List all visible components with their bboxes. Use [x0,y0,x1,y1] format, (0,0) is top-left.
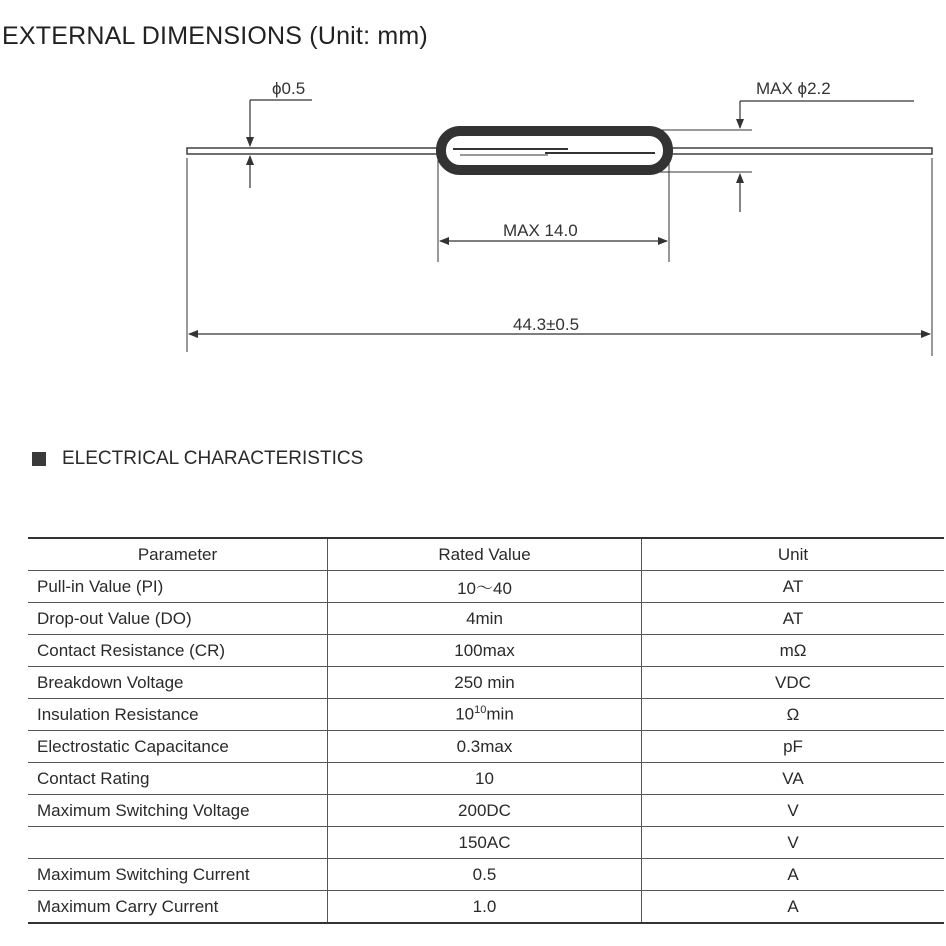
value-cell: 0.3max [328,731,642,763]
value-cell: 1.0 [328,891,642,924]
table-row [28,795,944,827]
overall-length-label: 44.3±0.5 [513,315,580,334]
unit-cell: VDC [642,667,945,699]
glass-body [441,131,668,170]
param-cell: Electrostatic Capacitance [28,731,328,763]
value-suffix: min [486,704,514,724]
value-cell: 200DC [328,795,642,827]
table-row [28,667,944,699]
value-base: 10 [455,704,475,724]
table-row [28,571,944,603]
body-length-label: MAX 14.0 [503,221,578,240]
param-cell: Contact Rating [28,763,328,795]
header-parameter: Parameter [28,538,328,571]
page-title: EXTERNAL DIMENSIONS (Unit: mm) [2,22,428,50]
param-cell: Insulation Resistance [28,699,328,731]
param-cell: Contact Resistance (CR) [28,635,328,667]
unit-cell: A [642,891,945,924]
value-cell: 4min [328,603,642,635]
table-header-row [28,538,944,571]
param-cell [28,827,328,859]
header-unit: Unit [642,538,945,571]
table-row [28,891,944,924]
table-row [28,699,944,731]
right-lead [640,148,932,154]
unit-cell: VA [642,763,945,795]
unit-cell: A [642,859,945,891]
square-bullet-icon [32,452,46,466]
param-cell: Maximum Carry Current [28,891,328,924]
unit-cell: pF [642,731,945,763]
value-cell: 150AC [328,827,642,859]
param-cell: Maximum Switching Current [28,859,328,891]
table-row [28,763,944,795]
table-row [28,603,944,635]
unit-cell: V [642,827,945,859]
value-exponent: 10 [474,704,487,717]
max-diameter-label: MAX ϕ2.2 [756,79,831,98]
unit-cell: AT [642,571,945,603]
table-row [28,731,944,763]
param-cell: Maximum Switching Voltage [28,795,328,827]
param-cell: Breakdown Voltage [28,667,328,699]
left-lead [187,148,453,154]
header-rated-value: Rated Value [328,538,642,571]
value-cell: 100max [328,635,642,667]
electrical-characteristics-table [28,537,944,924]
section-heading [32,448,363,470]
value-cell [328,699,642,731]
dimension-drawing [0,0,946,400]
unit-cell: AT [642,603,945,635]
unit-cell: Ω [642,699,945,731]
param-cell: Pull-in Value (PI) [28,571,328,603]
section-title: ELECTRICAL CHARACTERISTICS [62,448,364,469]
lead-diameter-label: ϕ0.5 [272,79,306,98]
table-row [28,635,944,667]
param-cell: Drop-out Value (DO) [28,603,328,635]
table-row [28,859,944,891]
unit-cell: mΩ [642,635,945,667]
table-row [28,827,944,859]
value-cell: 0.5 [328,859,642,891]
unit-cell: V [642,795,945,827]
value-cell: 10〜40 [328,571,642,603]
value-cell: 250 min [328,667,642,699]
value-cell: 10 [328,763,642,795]
